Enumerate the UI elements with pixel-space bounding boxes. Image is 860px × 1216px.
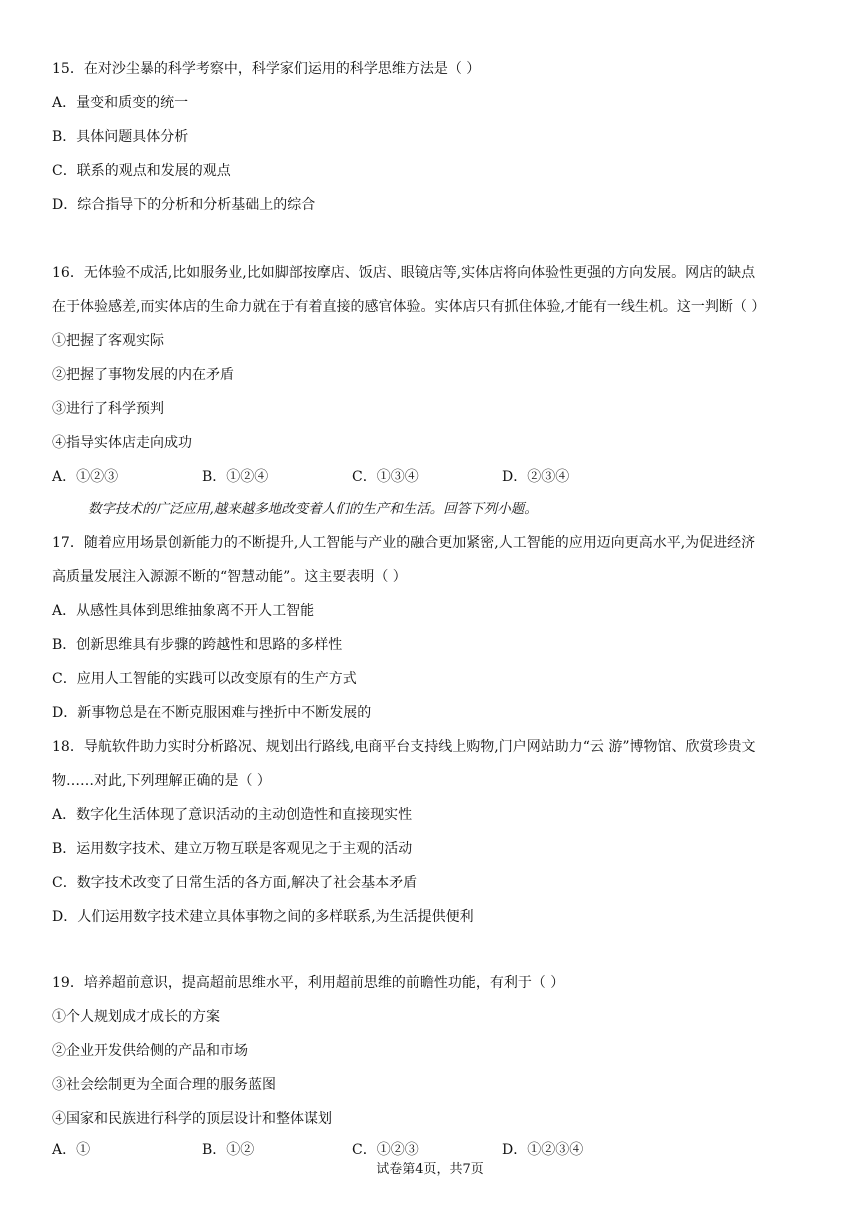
- q17-stem-line1: 17．随着应用场景创新能力的不断提升,人工智能与产业的融合更加紧密,人工智能的应用迈向更高水平,为促进经济: [52, 535, 756, 551]
- q19-option-b: B．①②: [202, 1142, 255, 1158]
- q19-option-c: C．①②③: [352, 1142, 419, 1158]
- q16-item-3: ③进行了科学预判: [52, 401, 164, 417]
- q19-options: [52, 1140, 812, 1160]
- q18-stem-line2: 物……对此,下列理解正确的是（ ）: [52, 773, 271, 789]
- q19-item-3: ③社会绘制更为全面合理的服务蓝图: [52, 1077, 276, 1093]
- q16-stem-line2: 在于体验感差,而实体店的生命力就在于有着直接的感官体验。实体店只有抓住体验,才能有一线生机。这一判断（ ）: [52, 299, 766, 315]
- q18-option-d: D．人们运用数字技术建立具体事物之间的多样联系,为生活提供便利: [52, 909, 474, 925]
- q15-option-c: C．联系的观点和发展的观点: [52, 163, 231, 179]
- q18-stem-line1: 18．导航软件助力实时分析路况、规划出行路线,电商平台支持线上购物,门户网站助力“云 游”博物馆、欣赏珍贵文: [52, 739, 756, 755]
- q15-option-b: B．具体问题具体分析: [52, 129, 189, 145]
- q19-stem: 19．培养超前意识，提高超前思维水平，利用超前思维的前瞻性功能，有利于（ ）: [52, 975, 565, 991]
- q18-option-b: B．运用数字技术、建立万物互联是客观见之于主观的活动: [52, 841, 413, 857]
- q19-item-4: ④国家和民族进行科学的顶层设计和整体谋划: [52, 1111, 332, 1127]
- q16-options: [52, 467, 812, 487]
- q19-item-1: ①个人规划成才成长的方案: [52, 1009, 220, 1025]
- q15-option-d: D．综合指导下的分析和分析基础上的综合: [52, 197, 316, 213]
- q16-option-d: D．②③④: [502, 469, 570, 485]
- q17-option-a: A．从感性具体到思维抽象离不开人工智能: [52, 603, 315, 619]
- q17-option-b: B．创新思维具有步骤的跨越性和思路的多样性: [52, 637, 343, 653]
- q16-item-1: ①把握了客观实际: [52, 333, 164, 349]
- q17-option-d: D．新事物总是在不断克服困难与挫折中不断发展的: [52, 705, 372, 721]
- q19-item-2: ②企业开发供给侧的产品和市场: [52, 1043, 248, 1059]
- q16-option-a: A．①②③: [52, 469, 119, 485]
- q16-stem-line1: 16．无体验不成活,比如服务业,比如脚部按摩店、饭店、眼镜店等,实体店将向体验性更强的方向发展。网店的缺点: [52, 265, 756, 281]
- group-intro: 数字技术的广泛应用,越来越多地改变着人们的生产和生活。回答下列小题。: [88, 501, 538, 517]
- q16-option-c: C．①③④: [352, 469, 419, 485]
- q17-stem-line2: 高质量发展注入源源不断的“智慧动能”。这主要表明（ ）: [52, 569, 407, 585]
- q16-option-b: B．①②④: [202, 469, 269, 485]
- q16-item-4: ④指导实体店走向成功: [52, 435, 192, 451]
- q15-stem: 15．在对沙尘暴的科学考察中，科学家们运用的科学思维方法是（ ）: [52, 61, 481, 77]
- q18-option-c: C．数字技术改变了日常生活的各方面,解决了社会基本矛盾: [52, 875, 418, 891]
- q18-option-a: A．数字化生活体现了意识活动的主动创造性和直接现实性: [52, 807, 413, 823]
- q19-option-d: D．①②③④: [502, 1142, 584, 1158]
- q16-item-2: ②把握了事物发展的内在矛盾: [52, 367, 234, 383]
- q19-option-a: A．①: [52, 1142, 91, 1158]
- page-footer: 试卷第4页，共7页: [376, 1162, 484, 1177]
- q15-option-a: A．量变和质变的统一: [52, 95, 189, 111]
- q17-option-c: C．应用人工智能的实践可以改变原有的生产方式: [52, 671, 357, 687]
